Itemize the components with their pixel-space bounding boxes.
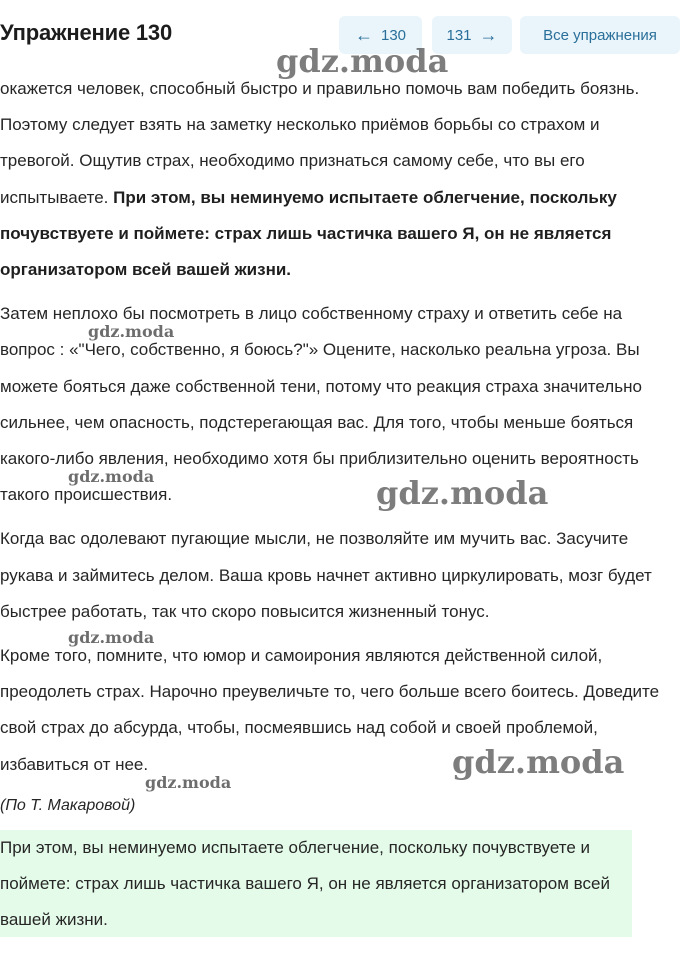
all-exercises-button[interactable]: Все упражнения — [520, 16, 680, 54]
watermark: gdz.moda — [145, 773, 232, 792]
exercise-text — [0, 71, 678, 791]
watermark: gdz.moda — [68, 467, 155, 486]
paragraph-2: Затем неплохо бы посмотреть в лицо собственному страху и ответить себе на вопрос : «"Чего, собственно, я боюсь?"» Оцените, насколько реальна угроза. Вы можете бояться даже собственной тени, потому что реакция страха значительно сильнее, чем опасность, подстерегающая вас. Для того, чтобы меньше бояться какого-либо явления, необходимо хотя бы приблизительно оценить вероятность такого происшествия. — [0, 304, 642, 505]
text-source: (По Т. Макаровой) — [0, 797, 136, 814]
watermark: gdz.moda — [452, 743, 625, 781]
arrow-left-icon: ← — [354, 25, 373, 45]
paragraph-4: Кроме того, помните, что юмор и самоирония являются действенной силой, преодолеть страх. Нарочно преувеличьте то, чего больше всего боитесь. Доведите свой страх до абсурда, чтобы, посмеявшись над собой и своей проблемой, избавиться от нее. — [0, 646, 660, 774]
watermark: gdz.moda — [376, 474, 549, 512]
prev-exercise-label: 130 — [380, 26, 407, 44]
highlighted-sentence: При этом, вы неминуемо испытаете облегчение, поскольку почувствуете и поймете: страх лишь частичка вашего Я, он не является организатором всей вашей жизни — [0, 187, 617, 280]
watermark: gdz.moda — [276, 42, 449, 80]
watermark: gdz.moda — [88, 322, 175, 341]
arrow-right-icon: → — [479, 25, 498, 45]
paragraph-1: окажется человек, способный быстро и правильно помочь вам победить боязнь. Поэтому следует взять на заметку несколько приёмов борьбы со страхом и тревогой. Ощутив страх, необходимо признаться самому себе, что вы его испытываете. При этом, вы неминуемо испытаете облегчение, поскольку почувствуете и поймете: страх лишь частичка вашего Я, он не является организатором всей вашей жизни. — [0, 79, 640, 280]
next-exercise-label: 131 — [446, 26, 472, 44]
page-title: Упражнение 130 — [0, 20, 172, 45]
paragraph-3: Когда вас одолевают пугающие мысли, не позволяйте им мучить вас. Засучите рукава и займитесь делом. Ваша кровь начнет активно циркулировать, мозг будет быстрее работать, так что скоро повысится жизненный тонус. — [0, 529, 652, 621]
answer-block: При этом, вы неминуемо испытаете облегчение, поскольку почувствуете и поймете: страх лишь частичка вашего Я, он не является организатором всей вашей жизни. — [0, 830, 632, 937]
watermark: gdz.moda — [68, 628, 155, 647]
